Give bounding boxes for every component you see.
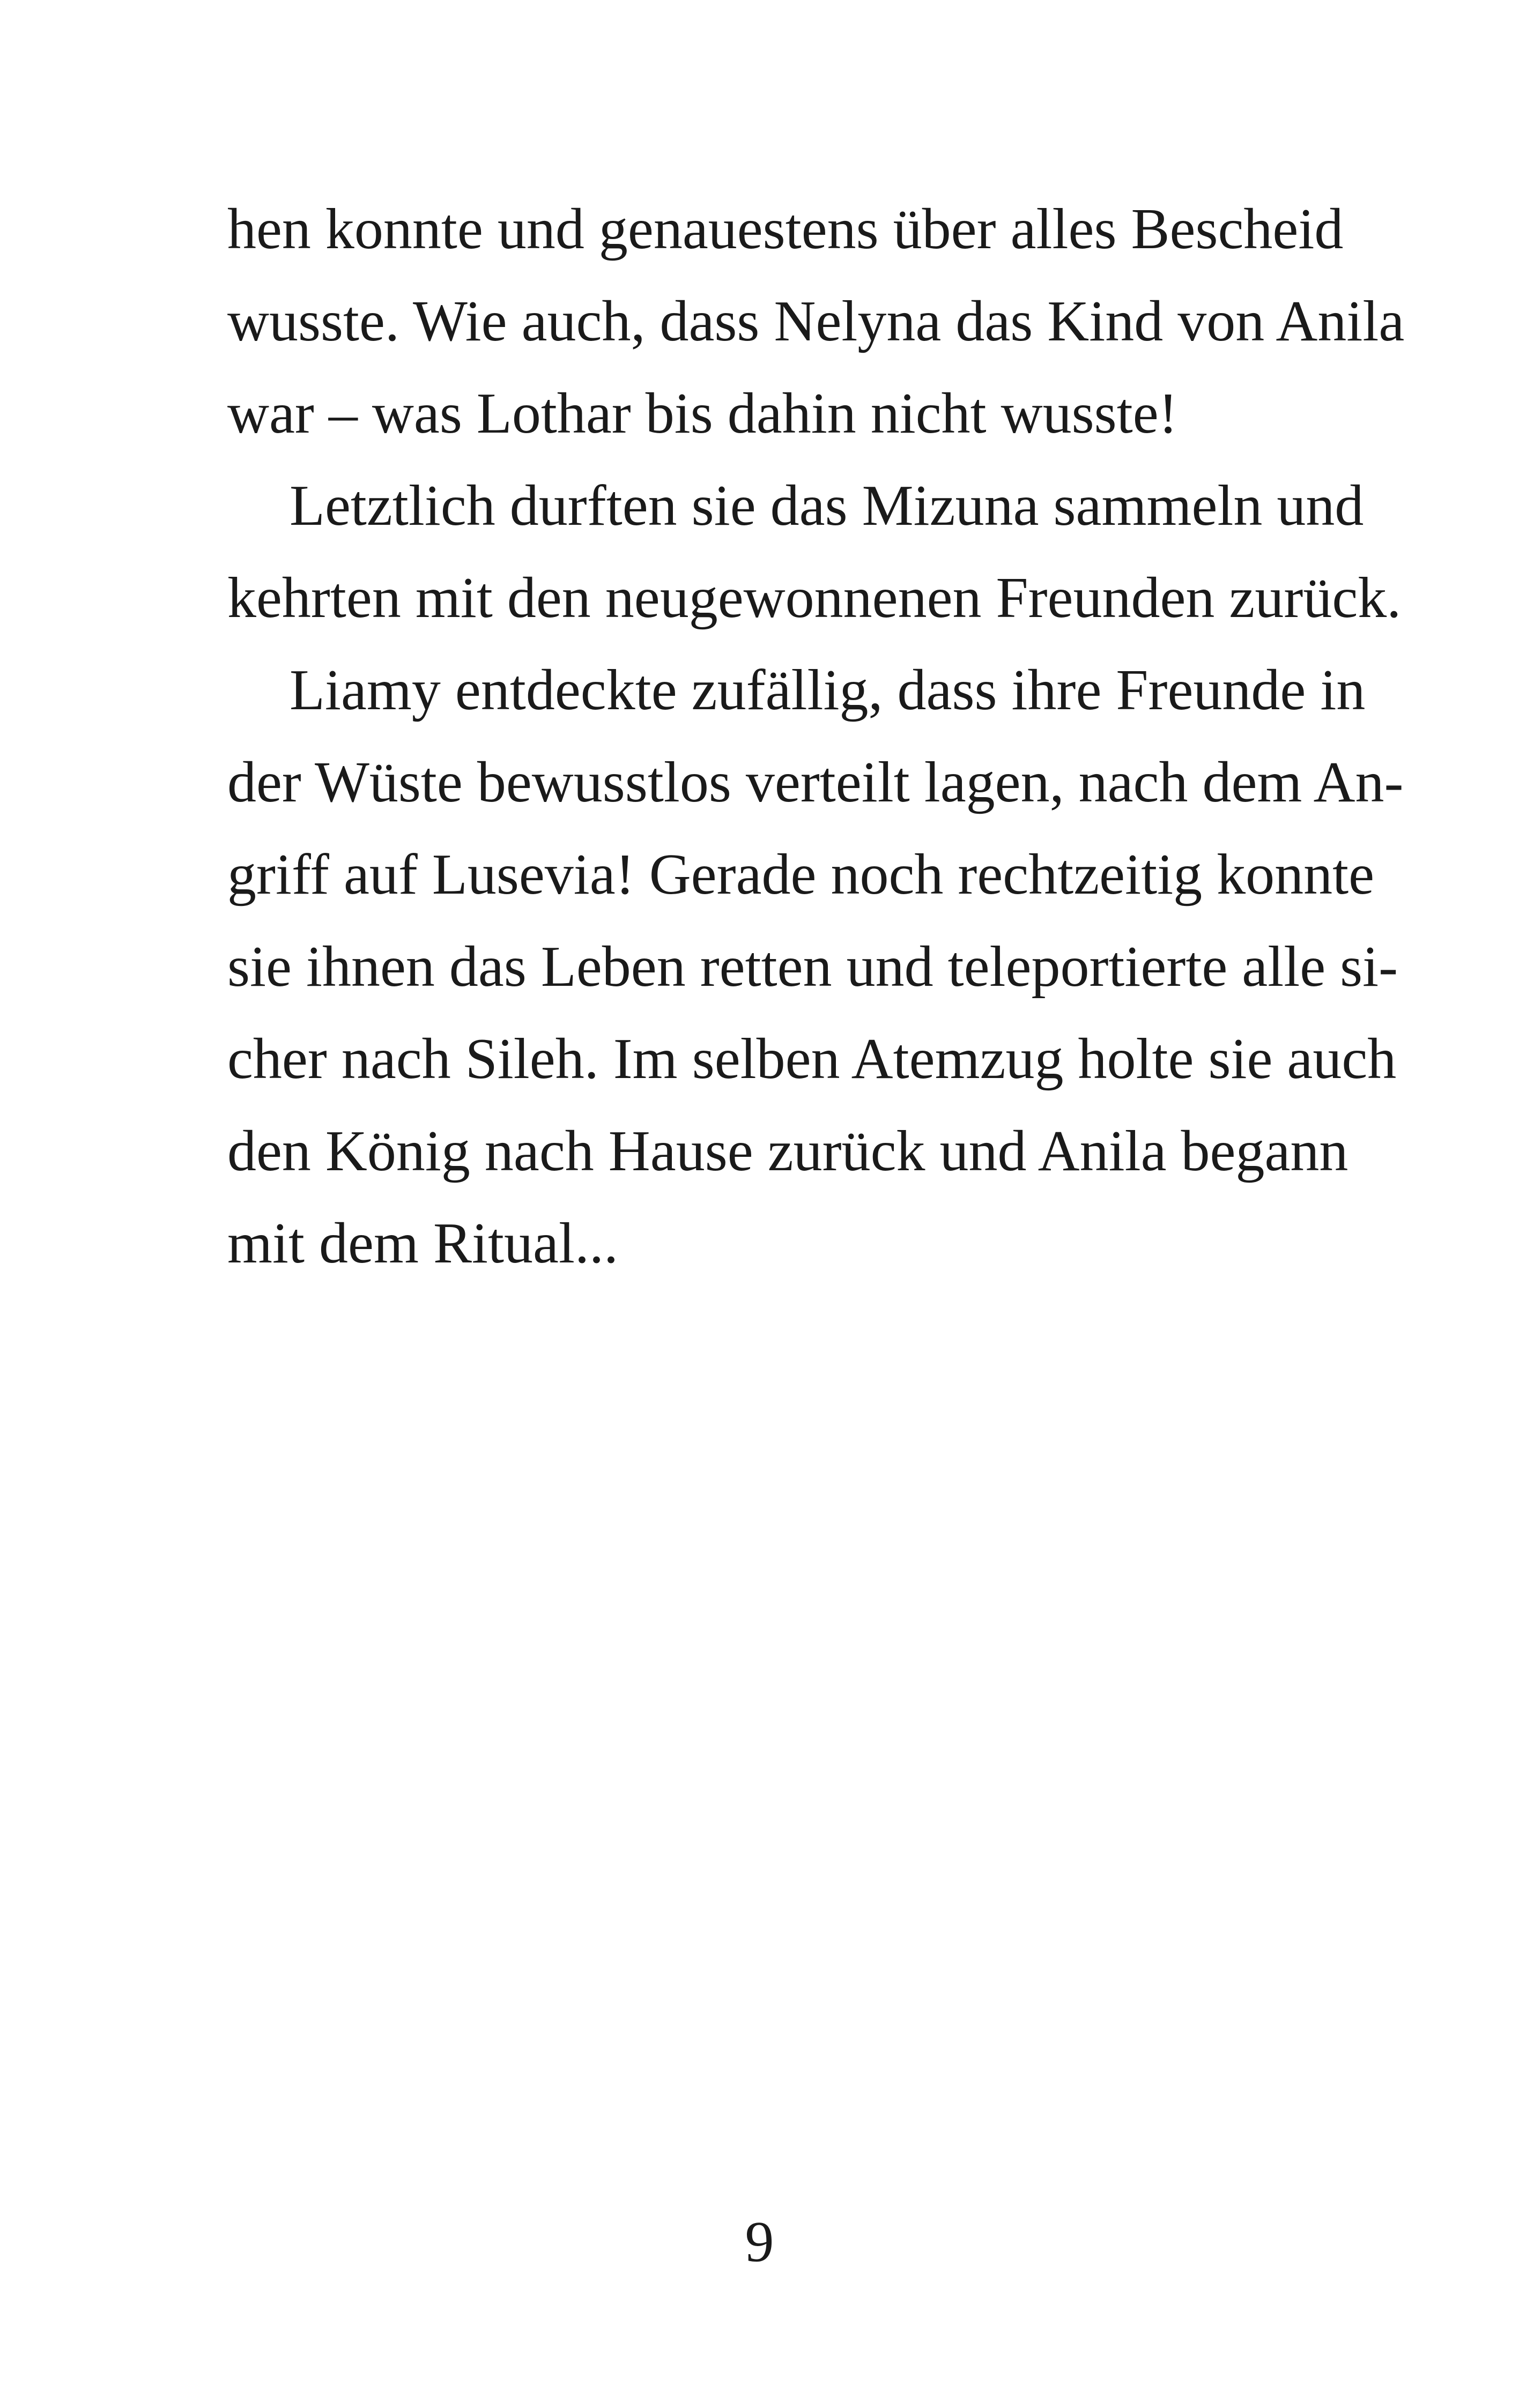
text-line: den König nach Hause zurück und Anila begann xyxy=(227,1119,1348,1183)
text-line: Liamy entdeckte zufällig, dass ihre Freunde in xyxy=(290,658,1366,722)
text-line: der Wüste bewusstlos verteilt lagen, nach dem An- xyxy=(227,750,1404,814)
text-line: hen konnte und genauestens über alles Bescheid xyxy=(227,197,1344,261)
text-line: war – was Lothar bis dahin nicht wusste! xyxy=(227,382,1178,445)
text-line: wusste. Wie auch, dass Nelyna das Kind von Anila xyxy=(227,289,1405,353)
paragraph-3 xyxy=(227,644,1404,1290)
paragraph-2 xyxy=(227,460,1402,644)
body-text xyxy=(227,183,1405,1290)
text-line: cher nach Sileh. Im selben Atemzug holte sie auch xyxy=(227,1027,1397,1091)
paragraph-1 xyxy=(227,183,1405,460)
text-line: griff auf Lusevia! Gerade noch rechtzeitig konnte xyxy=(227,843,1375,906)
text-line: kehrten mit den neugewonnenen Freunden zurück. xyxy=(227,566,1402,630)
page-number: 9 xyxy=(745,2210,774,2274)
text-line: Letztlich durften sie das Mizuna sammeln und xyxy=(290,474,1364,538)
text-line: mit dem Ritual... xyxy=(227,1212,618,1275)
text-line: sie ihnen das Leben retten und teleportierte alle si- xyxy=(227,935,1398,999)
